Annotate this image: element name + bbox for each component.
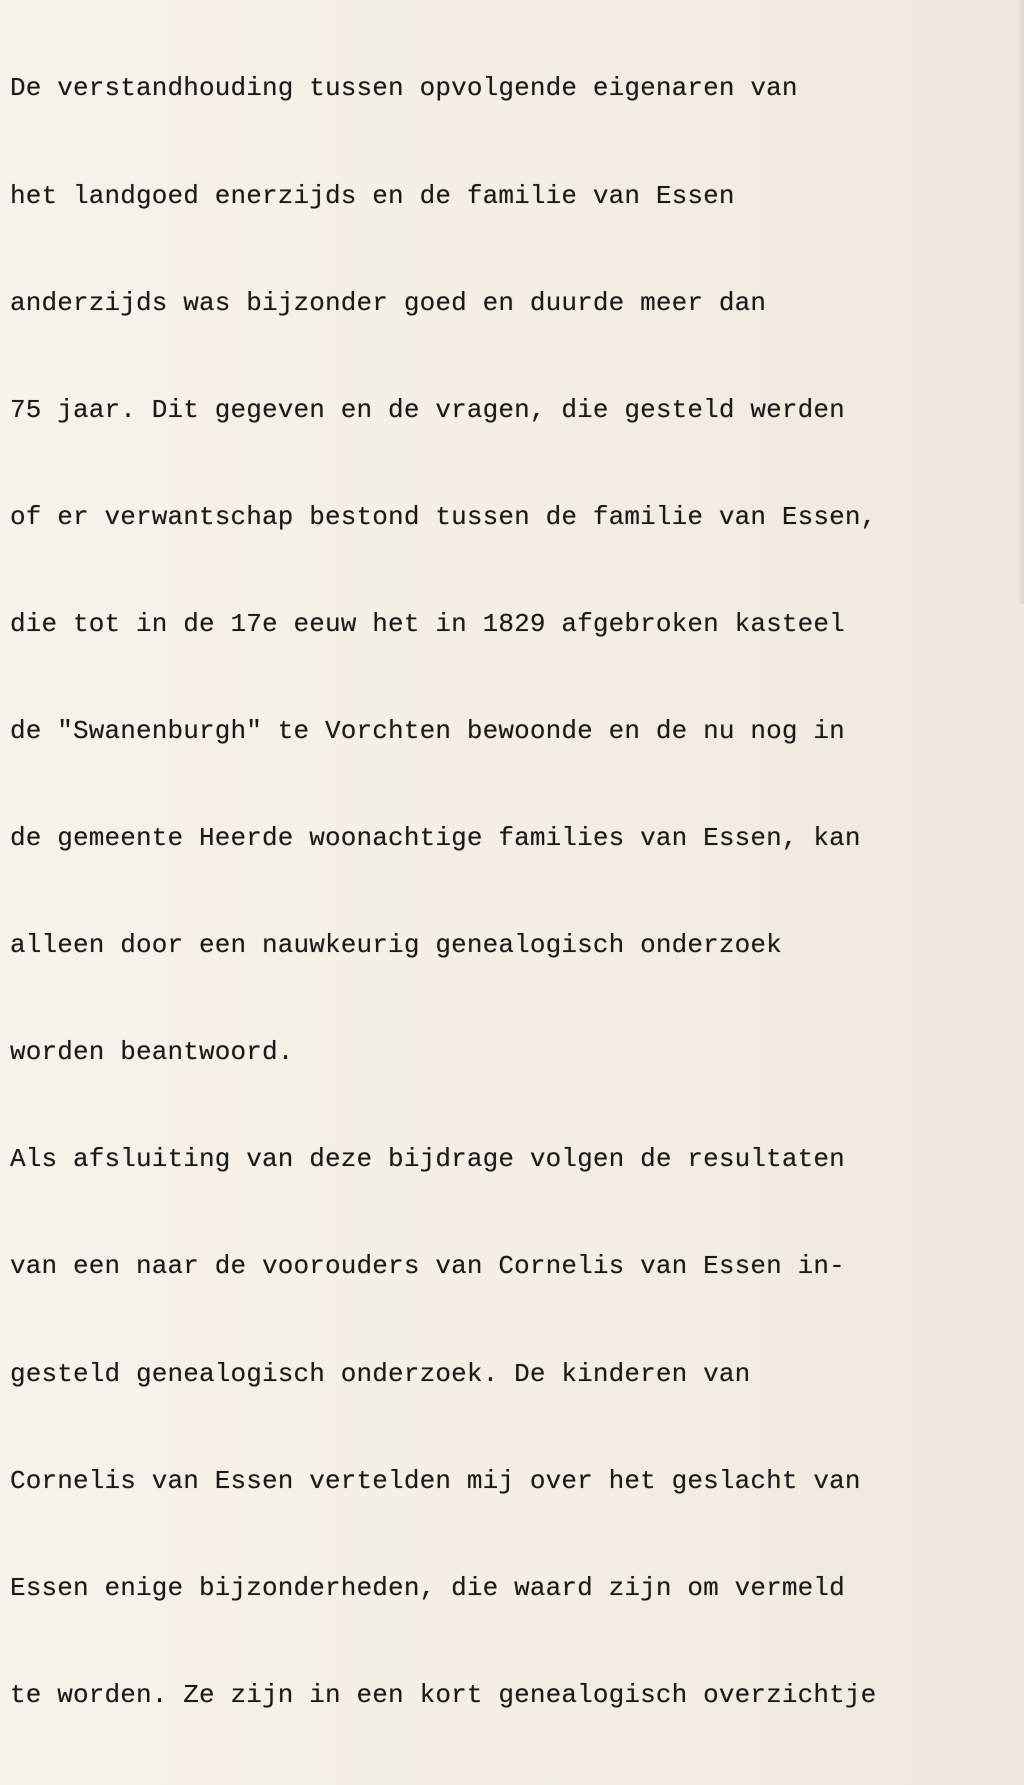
text-line-4: 75 jaar. Dit gegeven en de vragen, die gesteld werden [10, 394, 845, 425]
text-line-11: Als afsluiting van deze bijdrage volgen de resultaten [10, 1144, 845, 1175]
text-line-9: alleen door een nauwkeurig genealogisch onderzoek [10, 930, 782, 961]
text-line-6: die tot in de 17e eeuw het in 1829 afgebroken kasteel [10, 608, 845, 639]
text-line-3: anderzijds was bijzonder goed en duurde meer dan [10, 287, 767, 318]
text-line-2: het landgoed enerzijds en de familie van Essen [10, 180, 735, 211]
text-line-8: de gemeente Heerde woonachtige families van Essen, kan [10, 823, 861, 854]
text-line-12: van een naar de voorouders van Cornelis van Essen in- [10, 1251, 845, 1282]
text-line-15: Essen enige bijzonderheden, die waard zijn om vermeld [10, 1572, 845, 1603]
text-line-7: de "Swanenburgh" te Vorchten bewoonde en de nu nog in [10, 715, 845, 746]
text-line-16: te worden. Ze zijn in een kort genealogisch overzichtje [10, 1679, 877, 1710]
text-line-13: gesteld genealogisch onderzoek. De kinderen van [10, 1358, 751, 1389]
text-line-10: worden beantwoord. [10, 1037, 294, 1068]
text-line-14: Cornelis van Essen vertelden mij over het geslacht van [10, 1465, 861, 1496]
page-edge-shadow [1018, 0, 1024, 604]
body-text [10, 0, 1020, 1785]
text-line-5: of er verwantschap bestond tussen de familie van Essen, [10, 501, 877, 532]
text-line-1: De verstandhouding tussen opvolgende eigenaren van [10, 73, 798, 104]
